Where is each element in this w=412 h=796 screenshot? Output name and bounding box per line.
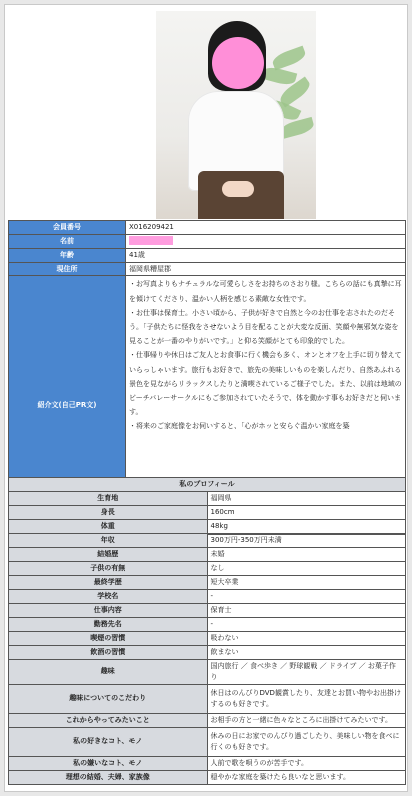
row-label: 理想の結婚、夫婦、家族像 [9, 770, 208, 784]
table-row [9, 547, 406, 561]
row-value: 人前で歌を唄うのが苦手です。 [207, 756, 406, 770]
value-member-number: X016209421 [126, 221, 406, 235]
label-member-number: 会員番号 [9, 221, 126, 235]
table-row [9, 561, 406, 575]
row-value: - [207, 589, 406, 603]
row-label: 勤務先名 [9, 617, 208, 631]
my-profile-title: 私のプロフィール [9, 478, 406, 492]
value-address: 福岡県糟屋郡 [126, 262, 406, 276]
row-label: 趣味 [9, 659, 208, 684]
table-row [9, 684, 406, 713]
table-row [9, 617, 406, 631]
table-row [9, 589, 406, 603]
table-row [9, 519, 406, 533]
row-value: 吸わない [207, 631, 406, 645]
label-age: 年齢 [9, 248, 126, 262]
row-value: 国内旅行 ／ 食べ歩き ／ 野球観戦 ／ ドライブ ／ お菓子作り [207, 659, 406, 684]
row-label: 結婚歴 [9, 547, 208, 561]
row-label: 身長 [9, 505, 208, 519]
pr-paragraph: ・将来のご家庭像をお伺いすると、「心がホッと安らぐ温かい家庭を築 [129, 422, 350, 431]
row-label: 最終学歴 [9, 575, 208, 589]
row-label: 飲酒の習慣 [9, 645, 208, 659]
row-value: 休みの日にお家でのんびり過ごしたり、美味しい物を食べに行くのも好きです。 [207, 727, 406, 756]
table-row [9, 234, 406, 248]
table-row [9, 603, 406, 617]
row-label: 私の嫌いなコト、モノ [9, 756, 208, 770]
face-mask-circle [212, 37, 264, 89]
row-label: これからやってみたいこと [9, 713, 208, 727]
row-value: 休日はのんびりDVD観賞したり、友達とお買い物やお出掛けするのも好きです。 [207, 684, 406, 713]
my-profile-table [8, 477, 406, 785]
table-header-row [9, 478, 406, 492]
table-row [9, 659, 406, 684]
table-row [9, 770, 406, 784]
table-row [9, 221, 406, 235]
photo-area [11, 11, 405, 221]
row-value: 飲まない [207, 645, 406, 659]
row-value: 48kg [207, 519, 406, 533]
row-label: 生育地 [9, 491, 208, 505]
table-row [9, 505, 406, 519]
table-row [9, 645, 406, 659]
profile-photo [156, 11, 316, 219]
row-value: 穏やかな家庭を築けたら良いなと思います。 [207, 770, 406, 784]
row-label: 喫煙の習慣 [9, 631, 208, 645]
table-row [9, 713, 406, 727]
label-pr: 紹介文(自己PR文) [9, 276, 126, 535]
pr-paragraph: ・お仕事は保育士。小さい頃から、子供が好きで自然と今のお仕事を志されたのだそう。「子供たちに怪我をさせないよう目を配ることが大変な反面、笑顔や無邪気な姿を見ることが一番のやりがいです。」と仰る笑顔がとても印象的でした。 [129, 308, 399, 346]
value-name [126, 234, 406, 248]
row-value: - [207, 617, 406, 631]
label-address: 現住所 [9, 262, 126, 276]
row-value: なし [207, 561, 406, 575]
row-label: 私の好きなコト、モノ [9, 727, 208, 756]
name-redaction [129, 236, 173, 245]
row-value: 160cm [207, 505, 406, 519]
table-row [9, 631, 406, 645]
pr-paragraph: ・仕事帰りや休日はご友人とお食事に行く機会も多く、オンとオフを上手に切り替えていらっしゃいます。旅行もお好きで、旅先の美味しいものを楽しんだり、自然あふれる景色を見ながらリラックスしたりと満喫されているご様子でした。また、以前は地域のビーチバレーサークルにもご参加されていたそうで、体を動かす事もお好きだと伺います。 [129, 351, 402, 417]
row-value: 福岡県 [207, 491, 406, 505]
table-row [9, 491, 406, 505]
table-row [9, 248, 406, 262]
pr-paragraph: ・お写真よりもナチュラルな可愛らしさをお持ちのさおり様。こちらの話にも真摯に耳を傾けてくださり、温かい人柄を感じる素敵な女性です。 [129, 280, 402, 303]
row-label: 趣味についてのこだわり [9, 684, 208, 713]
row-label: 子供の有無 [9, 561, 208, 575]
table-row [9, 575, 406, 589]
row-label: 年収 [9, 533, 208, 547]
row-value: 短大卒業 [207, 575, 406, 589]
row-label: 学校名 [9, 589, 208, 603]
label-name: 名前 [9, 234, 126, 248]
table-row [9, 262, 406, 276]
value-age: 41歳 [126, 248, 406, 262]
row-label: 仕事内容 [9, 603, 208, 617]
row-value: 300万円-350万円未満 [207, 533, 406, 547]
row-value: お相手の方と一緒に色々なところに出掛けてみたいです。 [207, 713, 406, 727]
row-value: 未婚 [207, 547, 406, 561]
row-label: 体重 [9, 519, 208, 533]
table-row [9, 533, 406, 547]
table-row [9, 756, 406, 770]
row-value: 保育士 [207, 603, 406, 617]
table-row [9, 727, 406, 756]
